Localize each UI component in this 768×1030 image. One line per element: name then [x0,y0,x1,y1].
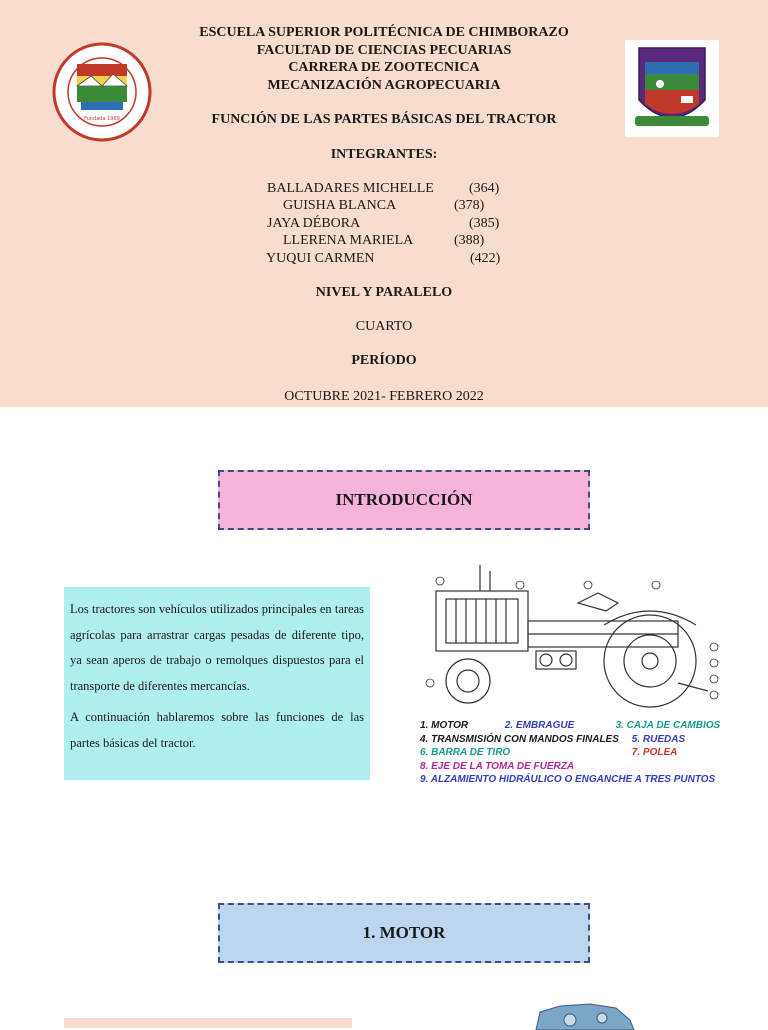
level-heading: NIVEL Y PARALELO [315,285,453,300]
introduction-text-box [64,587,370,780]
document-topic: FUNCIÓN DE LAS PARTES BÁSICAS DEL TRACTOR [211,112,557,127]
member-name: GUISHA BLANCA [283,198,397,213]
introduction-paragraph: A continuación hablaremos sobre las funciones de las partes básicas del tractor. [70,710,364,750]
introduction-title: INTRODUCCIÓN [335,490,473,509]
motor-text-box [64,1018,352,1028]
member-name: JAYA DÉBORA [267,216,361,231]
legend-item: 8. EJE DE LA TOMA DE FUERZA [420,760,575,772]
introduction-title-box [218,470,590,530]
legend-item: 3. CAJA DE CAMBIOS [615,720,721,731]
member-code: (378) [454,198,485,213]
member-name: BALLADARES MICHELLE [267,181,434,196]
member-code: (364) [469,181,500,196]
introduction-paragraph: Los tractores son vehículos utilizados principales en tareas agrícolas para arrastrar cargas pesadas de diferente tipo, ya sean aperos de trabajo o remolques dispuestos para el transporte de diferentes mercancías. [70,602,364,693]
legend-item: 4. TRANSMISIÓN CON MANDOS FINALES [420,733,619,745]
svg-text:Fundada 1969: Fundada 1969 [84,116,120,122]
cover-header [0,0,768,407]
career-name: CARRERA DE ZOOTECNICA [288,60,480,75]
member-name: YUQUI CARMEN [266,251,375,266]
faculty-name: FACULTAD DE CIENCIAS PECUARIAS [256,43,512,58]
member-code: (385) [469,216,500,231]
legend-item: 6. BARRA DE TIRO [420,747,511,758]
level-value: CUARTO [355,319,413,334]
legend-item: 5. RUEDAS [631,733,686,745]
subject-name: MECANIZACIÓN AGROPECUARIA [267,78,501,93]
period-value: OCTUBRE 2021- FEBRERO 2022 [284,389,484,404]
member-code: (422) [470,251,501,266]
period-heading: PERÍODO [351,353,417,368]
member-name: LLERENA MARIELA [283,233,414,248]
engine-image [530,1000,640,1030]
tractor-legend [420,719,730,787]
members-heading: INTEGRANTES: [330,147,438,162]
legend-item: 2. EMBRAGUE [504,720,575,731]
legend-item: 1. MOTOR [420,720,469,731]
member-code: (388) [454,233,485,248]
institution-name: ESCUELA SUPERIOR POLITÉCNICA DE CHIMBORAZO [199,25,569,40]
motor-title-box [218,903,590,963]
legend-item: 9. ALZAMIENTO HIDRÁULICO O ENGANCHE A TRES PUNTOS [420,774,716,785]
motor-title: 1. MOTOR [362,923,446,942]
legend-item: 7. POLEA [631,747,678,758]
